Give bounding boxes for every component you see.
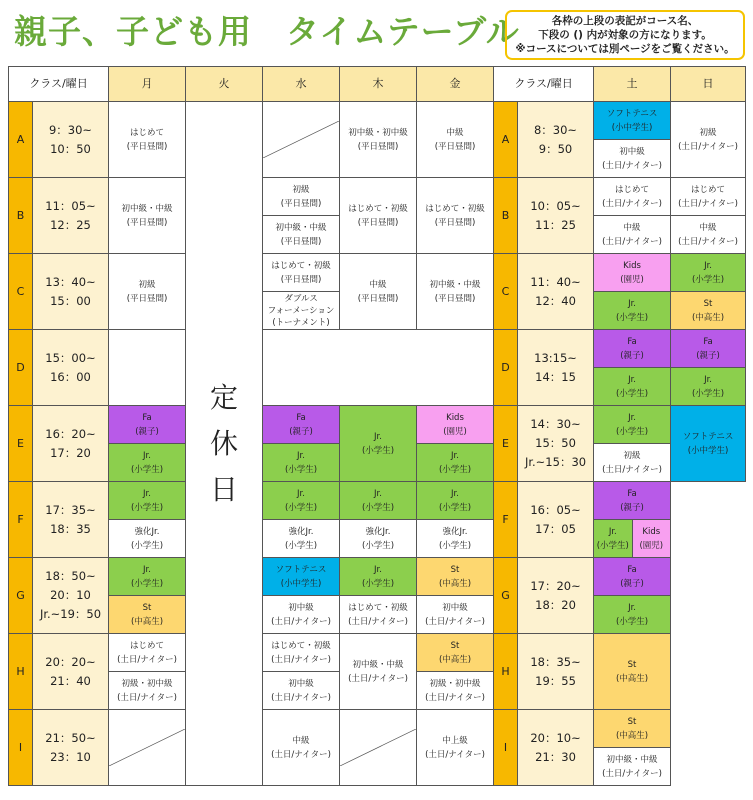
time-slot: 11：05~ 12：25 [33,178,109,254]
class-letter: G [494,558,518,634]
class-cell[interactable]: Jr. (小学生) [594,292,671,330]
class-cell[interactable]: Fa (親子) [671,330,746,368]
empty-area [671,482,746,786]
class-cell[interactable]: Jr. (小学生) [594,596,671,634]
class-letter: D [9,330,33,406]
class-letter: A [494,102,518,178]
legend-note [505,10,745,60]
time-slot: 21：50~ 23：10 [33,710,109,786]
note-line: ※コースについては別ページをご覧ください。 [515,43,735,55]
class-cell[interactable]: Kids (園児) [633,520,671,557]
class-cell[interactable]: Jr. (小学生) [417,482,494,520]
class-cell[interactable]: 初中級・中級 (平日昼間) [263,216,340,254]
time-slot: 13:15~ 14：15 [518,330,594,406]
class-letter: A [9,102,33,178]
class-cell[interactable]: St (中高生) [594,634,671,710]
class-cell[interactable]: 中級 (土日/ナイター) [594,216,671,254]
class-letter: B [9,178,33,254]
header-row [9,67,746,102]
class-cell[interactable]: はじめて・初級 (土日/ナイター) [263,634,340,672]
class-cell[interactable]: はじめて (平日昼間) [109,102,186,178]
time-slot: 8：30~ 9：50 [518,102,594,178]
time-slot: 17：20~ 18：20 [518,558,594,634]
class-cell[interactable]: 中級 (平日昼間) [417,102,494,178]
empty-slot [109,710,186,786]
class-cell[interactable]: St (中高生) [109,596,186,634]
timetable [8,66,746,786]
split-cell [594,520,671,558]
header-class-day: クラス/曜日 [9,67,109,102]
page-title: 親子、子ども用 タイムテーブル [14,12,520,51]
class-letter: F [494,482,518,558]
class-cell[interactable]: Fa (親子) [263,406,340,444]
row-d [9,330,746,368]
class-cell[interactable]: Jr. (小学生) [671,368,746,406]
time-slot: 16：05~ 17：05 [518,482,594,558]
time-slot: 16：20~ 17：20 [33,406,109,482]
class-cell[interactable]: Fa (親子) [594,330,671,368]
class-letter: H [494,634,518,710]
time-slot: 20：20~ 21：40 [33,634,109,710]
class-cell[interactable]: ソフトテニス (小中学生) [263,558,340,596]
class-cell[interactable]: 初級・初中級 (土日/ナイター) [109,672,186,710]
row-f [9,482,746,520]
class-letter: E [9,406,33,482]
header-sat: 土 [594,67,671,102]
class-cell[interactable]: 初級 (平日昼間) [263,178,340,216]
class-cell[interactable]: Jr. (小学生) [109,482,186,520]
class-cell[interactable]: 初級 (平日昼間) [109,254,186,330]
class-letter: E [494,406,518,482]
class-cell[interactable]: ソフトテニス (小中学生) [671,406,746,482]
time-slot: 11：40~ 12：40 [518,254,594,330]
class-letter: B [494,178,518,254]
class-letter: H [9,634,33,710]
class-cell[interactable]: はじめて・初級 (平日昼間) [340,178,417,254]
header-wed: 水 [263,67,340,102]
header-class-day-right: クラス/曜日 [494,67,594,102]
time-slot: 13：40~ 15：00 [33,254,109,330]
class-cell[interactable]: 初中級 (土日/ナイター) [417,596,494,634]
time-slot: 18：50~ 20：10 Jr.~19：50 [33,558,109,634]
closed-day: 定 休 日 [186,102,263,786]
class-cell[interactable]: 初級・初中級 (土日/ナイター) [417,672,494,710]
class-cell[interactable]: Jr. (小学生) [340,482,417,520]
header-thu: 木 [340,67,417,102]
class-cell[interactable]: 中級 (土日/ナイター) [671,216,746,254]
class-letter: I [494,710,518,786]
class-cell[interactable]: 強化Jr. (小学生) [340,520,417,558]
row-e [9,406,746,444]
class-cell[interactable]: Jr. (小学生) [417,444,494,482]
time-slot: 10：05~ 11：25 [518,178,594,254]
time-slot: 18：35~ 19：55 [518,634,594,710]
header-fri: 金 [417,67,494,102]
note-line: 下段の () 内が対象の方になります。 [538,29,712,41]
row-h [9,634,746,672]
time-slot: 14：30~ 15：50 Jr.~15：30 [518,406,594,482]
row-g [9,558,746,596]
class-letter: F [9,482,33,558]
class-letter: D [494,330,518,406]
class-letter: C [9,254,33,330]
time-slot: 17：35~ 18：35 [33,482,109,558]
class-cell[interactable]: 初中級・初中級 (平日昼間) [340,102,417,178]
class-cell[interactable]: St (中高生) [671,292,746,330]
class-cell[interactable]: はじめて (土日/ナイター) [594,178,671,216]
header-sun: 日 [671,67,746,102]
row-i [9,710,746,748]
class-cell[interactable]: 初中級 (土日/ナイター) [263,596,340,634]
class-cell[interactable]: はじめて (土日/ナイター) [671,178,746,216]
header-tue: 火 [186,67,263,102]
class-cell[interactable]: 中上級 (土日/ナイター) [417,710,494,786]
class-cell[interactable]: はじめて・初級 (平日昼間) [417,178,494,254]
class-cell[interactable]: 中級 (土日/ナイター) [263,710,340,786]
class-cell[interactable]: 初級 (土日/ナイター) [671,102,746,178]
header-mon: 月 [109,67,186,102]
class-letter: I [9,710,33,786]
time-slot: 20：10~ 21：30 [518,710,594,786]
class-cell[interactable]: Jr. (小学生) [594,406,671,444]
row-c [9,254,746,292]
note-line: 各枠の上段の表記がコース名、 [551,15,699,27]
class-cell[interactable]: Jr. (小学生) [340,558,417,596]
class-cell[interactable]: 初中級 (土日/ナイター) [594,140,671,178]
class-cell[interactable]: 初中級 (土日/ナイター) [263,672,340,710]
empty-slot [263,102,340,178]
class-cell[interactable]: 強化Jr. (小学生) [263,520,340,558]
class-cell[interactable]: Jr. (小学生) [109,444,186,482]
class-cell[interactable]: Jr. (小学生) [263,444,340,482]
class-cell[interactable]: Jr. (小学生) [109,558,186,596]
class-cell[interactable]: 初級 (土日/ナイター) [594,444,671,482]
time-slot: 15：00~ 16：00 [33,330,109,406]
class-cell[interactable]: St (中高生) [594,710,671,748]
class-cell[interactable]: 初中級・中級 (平日昼間) [109,178,186,254]
class-cell[interactable]: Jr. (小学生) [671,254,746,292]
class-cell[interactable]: Jr. (小学生) [263,482,340,520]
class-cell[interactable]: 強化Jr. (小学生) [417,520,494,558]
empty-slot [340,710,417,786]
class-cell[interactable]: Kids (園児) [594,254,671,292]
time-slot: 9：30~ 10：50 [33,102,109,178]
class-cell[interactable]: はじめて・初級 (平日昼間) [263,254,340,292]
class-cell[interactable]: 中級 (平日昼間) [340,254,417,330]
class-cell[interactable]: はじめて (土日/ナイター) [109,634,186,672]
class-letter: G [9,558,33,634]
class-letter: C [494,254,518,330]
class-cell[interactable]: St (中高生) [417,634,494,672]
class-cell[interactable]: 強化Jr. (小学生) [109,520,186,558]
class-cell[interactable]: 初中級・中級 (土日/ナイター) [594,748,671,786]
empty-cell [109,330,186,406]
class-cell[interactable]: Jr. (小学生) [594,520,633,557]
class-cell[interactable]: Fa (親子) [594,482,671,520]
class-cell[interactable]: St (中高生) [417,558,494,596]
row-b [9,178,746,216]
class-cell[interactable]: Jr. (小学生) [340,406,417,482]
class-cell[interactable]: 初中級・中級 (平日昼間) [417,254,494,330]
class-cell[interactable]: はじめて・初級 (土日/ナイター) [340,596,417,634]
row-a [9,102,746,140]
class-cell[interactable]: 初中級・中級 (土日/ナイター) [340,634,417,710]
class-cell[interactable]: ダブルス フォーメーション (トーナメント) [263,292,340,330]
class-cell[interactable]: Kids (園児) [417,406,494,444]
empty-cell [263,330,494,406]
class-cell[interactable]: Fa (親子) [594,558,671,596]
class-cell[interactable]: Jr. (小学生) [594,368,671,406]
class-cell[interactable]: ソフトテニス (小中学生) [594,102,671,140]
class-cell[interactable]: Fa (親子) [109,406,186,444]
